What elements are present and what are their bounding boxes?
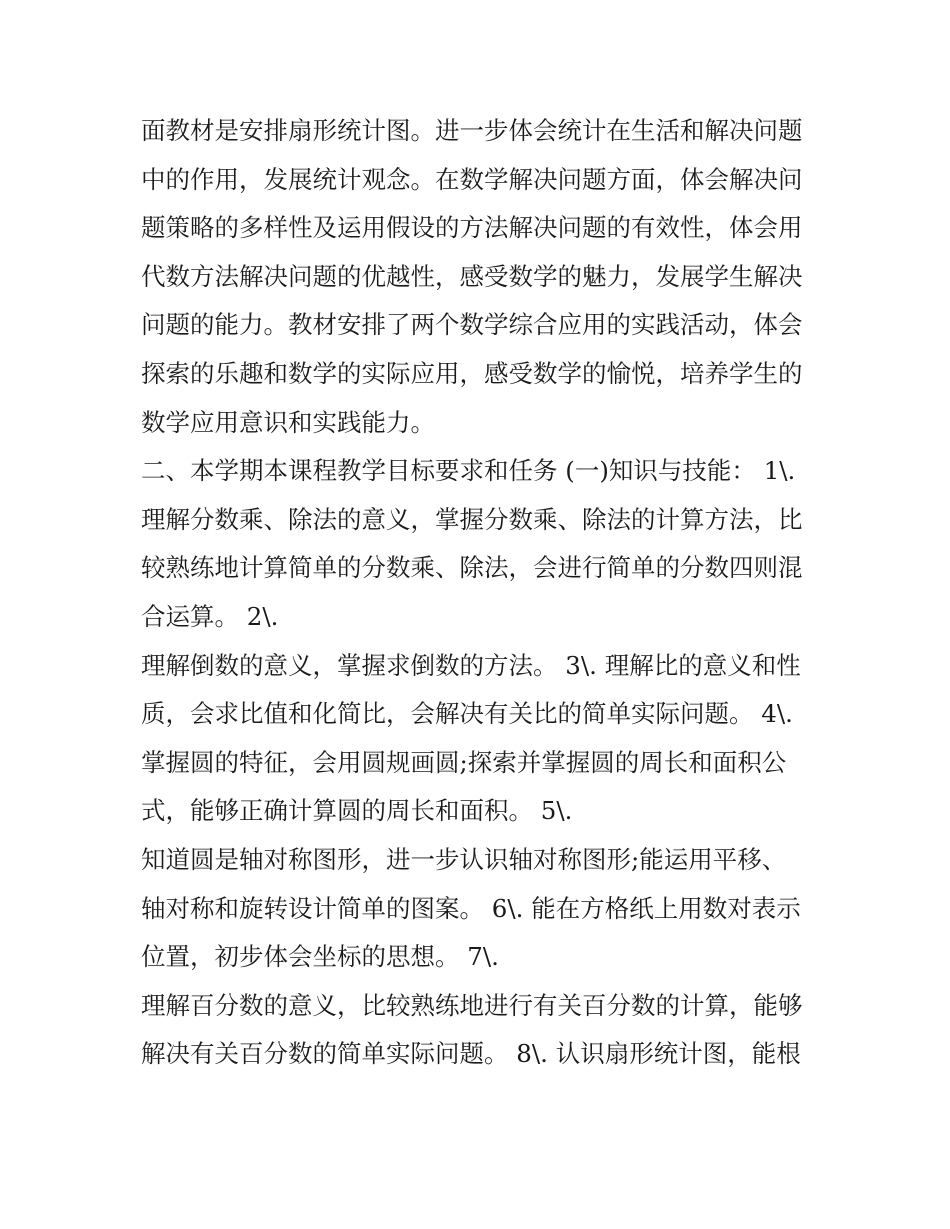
text-line: 轴对称和旋转设计简单的图案。 6\. 能在方格纸上用数对表示 — [141, 893, 801, 923]
body-text — [141, 107, 821, 1079]
text-line: 理解百分数的意义，比较熟练地进行有关百分数的计算，能够 — [141, 990, 803, 1020]
text-line: 合运算。 2\. — [141, 601, 279, 631]
text-line: 探索的乐趣和数学的实际应用，感受数学的愉悦，培养学生的 — [141, 358, 803, 388]
text-line: 二、本学期本课程教学目标要求和任务 (一)知识与技能： 1\. — [141, 456, 796, 486]
text-line: 掌握圆的特征，会用圆规画圆;探索并掌握圆的周长和面积公 — [141, 747, 787, 777]
text-line: 式，能够正确计算圆的周长和面积。 5\. — [141, 796, 573, 826]
text-line: 代数方法解决问题的优越性，感受数学的魅力，发展学生解决 — [141, 261, 803, 291]
text-line: 质，会求比值和化简比，会解决有关比的简单实际问题。 4\. — [141, 699, 793, 729]
text-line: 中的作用，发展统计观念。在数学解决问题方面，体会解决问 — [141, 164, 803, 194]
text-line: 知道圆是轴对称图形，进一步认识轴对称图形;能运用平移、 — [141, 844, 787, 874]
text-line: 理解倒数的意义，掌握求倒数的方法。 3\. 理解比的意义和性 — [141, 650, 801, 680]
text-line: 理解分数乘、除法的意义，掌握分数乘、除法的计算方法，比 — [141, 504, 803, 534]
text-line: 解决有关百分数的简单实际问题。 8\. 认识扇形统计图，能根 — [141, 1039, 801, 1069]
text-line: 题策略的多样性及运用假设的方法解决问题的有效性，体会用 — [141, 213, 803, 243]
text-line: 数学应用意识和实践能力。 — [141, 407, 435, 437]
text-line: 位置，初步体会坐标的思想。 7\. — [141, 942, 499, 972]
text-line: 较熟练地计算简单的分数乘、除法，会进行简单的分数四则混 — [141, 553, 803, 583]
text-line: 问题的能力。教材安排了两个数学综合应用的实践活动，体会 — [141, 310, 803, 340]
text-line: 面教材是安排扇形统计图。进一步体会统计在生活和解决问题 — [141, 116, 803, 145]
